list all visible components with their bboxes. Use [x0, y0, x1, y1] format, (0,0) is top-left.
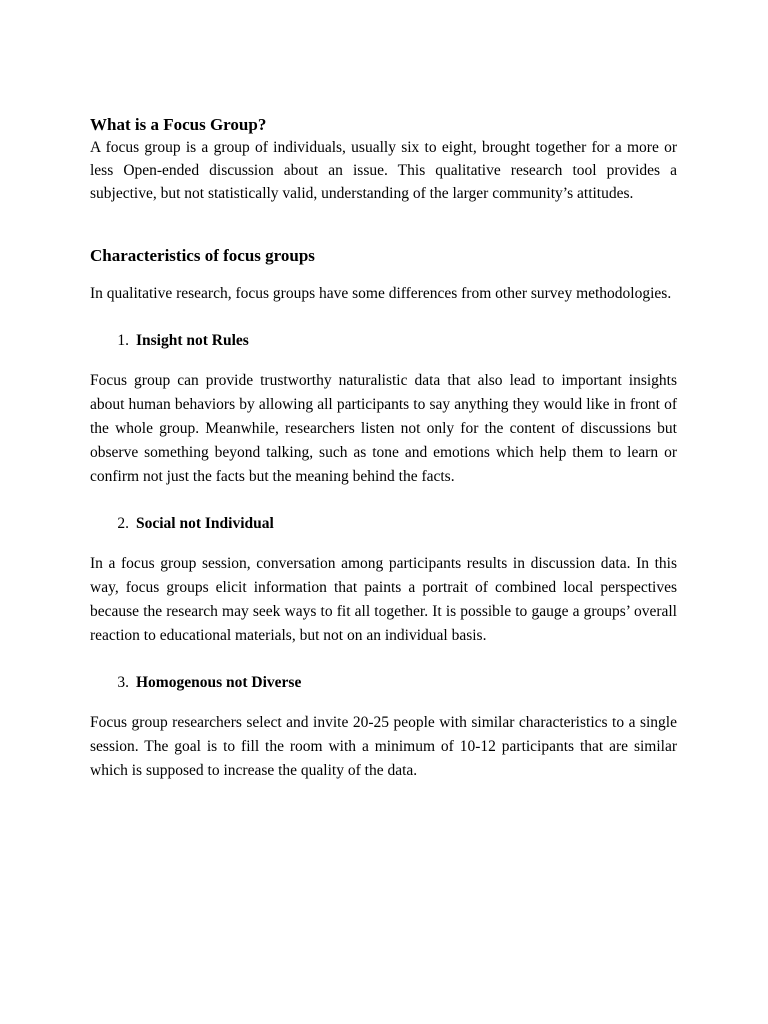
list-item-2: [90, 512, 677, 535]
list-item-heading: Insight not Rules: [136, 332, 249, 349]
intro-paragraph: A focus group is a group of individuals, usually six to eight, brought together for a more or less Open-ended discussion about an issue. This qualitative research tool provides a subjective, but not statistically valid, understanding of the larger community’s attitudes.: [90, 139, 677, 202]
page-title: What is a Focus Group?: [90, 115, 267, 134]
list-item-1: [90, 329, 677, 352]
list-item-3: [90, 671, 677, 694]
item-1-paragraph: Focus group can provide trustworthy naturalistic data that also lead to important insights about human behaviors by allowing all participants to say anything they would like in front of the whole group. Meanwhile, researchers listen not only for the content of discussions but observe something beyond talking, such as tone and emotions which help them to learn or confirm not just the facts but the meaning behind the facts.: [90, 372, 677, 485]
item-2-paragraph: In a focus group session, conversation among participants results in discussion data. In this way, focus groups elicit information that paints a portrait of combined local perspectives because the research may seek ways to fit all together. It is possible to gauge a groups’ overall reaction to educational materials, but not on an individual basis.: [90, 555, 677, 644]
list-item-heading: Homogenous not Diverse: [136, 674, 302, 691]
document-page: [90, 113, 677, 783]
list-item-heading: Social not Individual: [136, 515, 274, 532]
list-number: 2.: [117, 515, 129, 532]
lead-paragraph: In qualitative research, focus groups have some differences from other survey methodologies.: [90, 285, 672, 302]
list-number: 3.: [117, 674, 129, 691]
list-number: 1.: [117, 332, 129, 349]
item-3-paragraph: Focus group researchers select and invite 20-25 people with similar characteristics to a single session. The goal is to fill the room with a minimum of 10-12 participants that are similar which is supposed to increase the quality of the data.: [90, 714, 677, 779]
section-heading: Characteristics of focus groups: [90, 246, 315, 265]
